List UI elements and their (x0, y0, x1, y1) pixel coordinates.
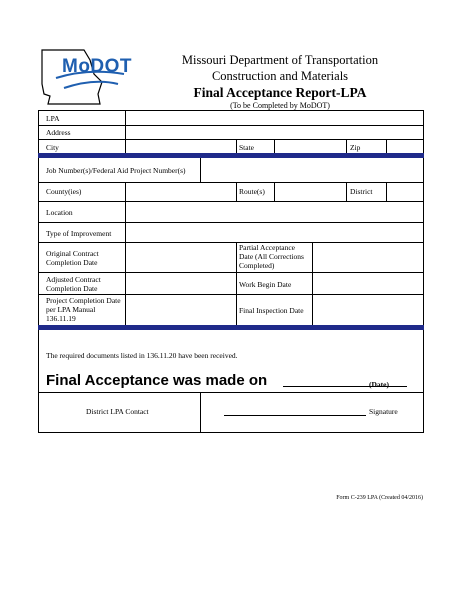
form-title: Final Acceptance Report-LPA (193, 85, 367, 100)
address-field[interactable] (125, 126, 423, 139)
org-name-line2: Construction and Materials (211, 69, 349, 83)
lpa-field[interactable] (125, 111, 423, 125)
signature-line (224, 415, 366, 416)
district-contact-label: District LPA Contact (86, 407, 149, 416)
district-field[interactable] (386, 183, 423, 201)
lpa-label: LPA (46, 114, 60, 123)
documents-statement: The required documents listed in 136.11.20 have been received. (46, 351, 238, 360)
project-completion-label: Project Completion Date per LPA Manual 136.11.19 (46, 296, 121, 323)
job-number-label: Job Number(s)/Federal Aid Project Number(s) (46, 166, 186, 175)
form-subtitle: (To be Completed by MoDOT) (230, 101, 330, 110)
org-name-line1: Missouri Department of Transportation (181, 53, 379, 67)
improvement-type-label: Type of Improvement (46, 229, 112, 238)
project-completion-field[interactable] (125, 295, 235, 325)
original-completion-label: Original Contract Completion Date (46, 249, 99, 267)
improvement-type-field[interactable] (125, 223, 423, 242)
signature-field[interactable] (224, 401, 366, 415)
address-label: Address (46, 128, 71, 137)
form-id-footer: Form C-239 LPA (Created 04/2016) (336, 495, 423, 501)
adjusted-completion-label: Adjusted Contract Completion Date (46, 275, 101, 293)
county-label: County(ies) (46, 187, 82, 196)
zip-label: Zip (350, 143, 361, 152)
location-field[interactable] (125, 202, 423, 222)
state-field[interactable] (274, 140, 346, 153)
zip-field[interactable] (386, 140, 423, 153)
route-field[interactable] (274, 183, 346, 201)
date-label: (Date) (369, 380, 389, 389)
adjusted-completion-field[interactable] (125, 273, 235, 294)
partial-acceptance-field[interactable] (312, 243, 423, 272)
route-label: Route(s) (239, 187, 265, 196)
acceptance-date-field[interactable] (270, 376, 362, 388)
partial-acceptance-label: Partial Acceptance Date (All Corrections Completed) (239, 243, 304, 270)
acceptance-heading: Final Acceptance was made on (46, 372, 268, 389)
final-inspection-field[interactable] (312, 295, 423, 325)
job-number-field[interactable] (200, 158, 423, 182)
city-field[interactable] (125, 140, 235, 153)
modot-logo (38, 44, 166, 110)
signature-label: Signature (369, 407, 398, 416)
work-begin-label: Work Begin Date (239, 280, 292, 289)
location-label: Location (46, 208, 73, 217)
city-label: City (46, 143, 59, 152)
state-label: State (239, 143, 254, 152)
district-label: District (350, 187, 373, 196)
original-completion-field[interactable] (125, 243, 235, 272)
logo-wordmark: MoDOT (62, 56, 133, 77)
final-inspection-label: Final Inspection Date (239, 306, 304, 315)
section-divider-band-2 (38, 325, 424, 330)
work-begin-field[interactable] (312, 273, 423, 294)
county-field[interactable] (125, 183, 235, 201)
